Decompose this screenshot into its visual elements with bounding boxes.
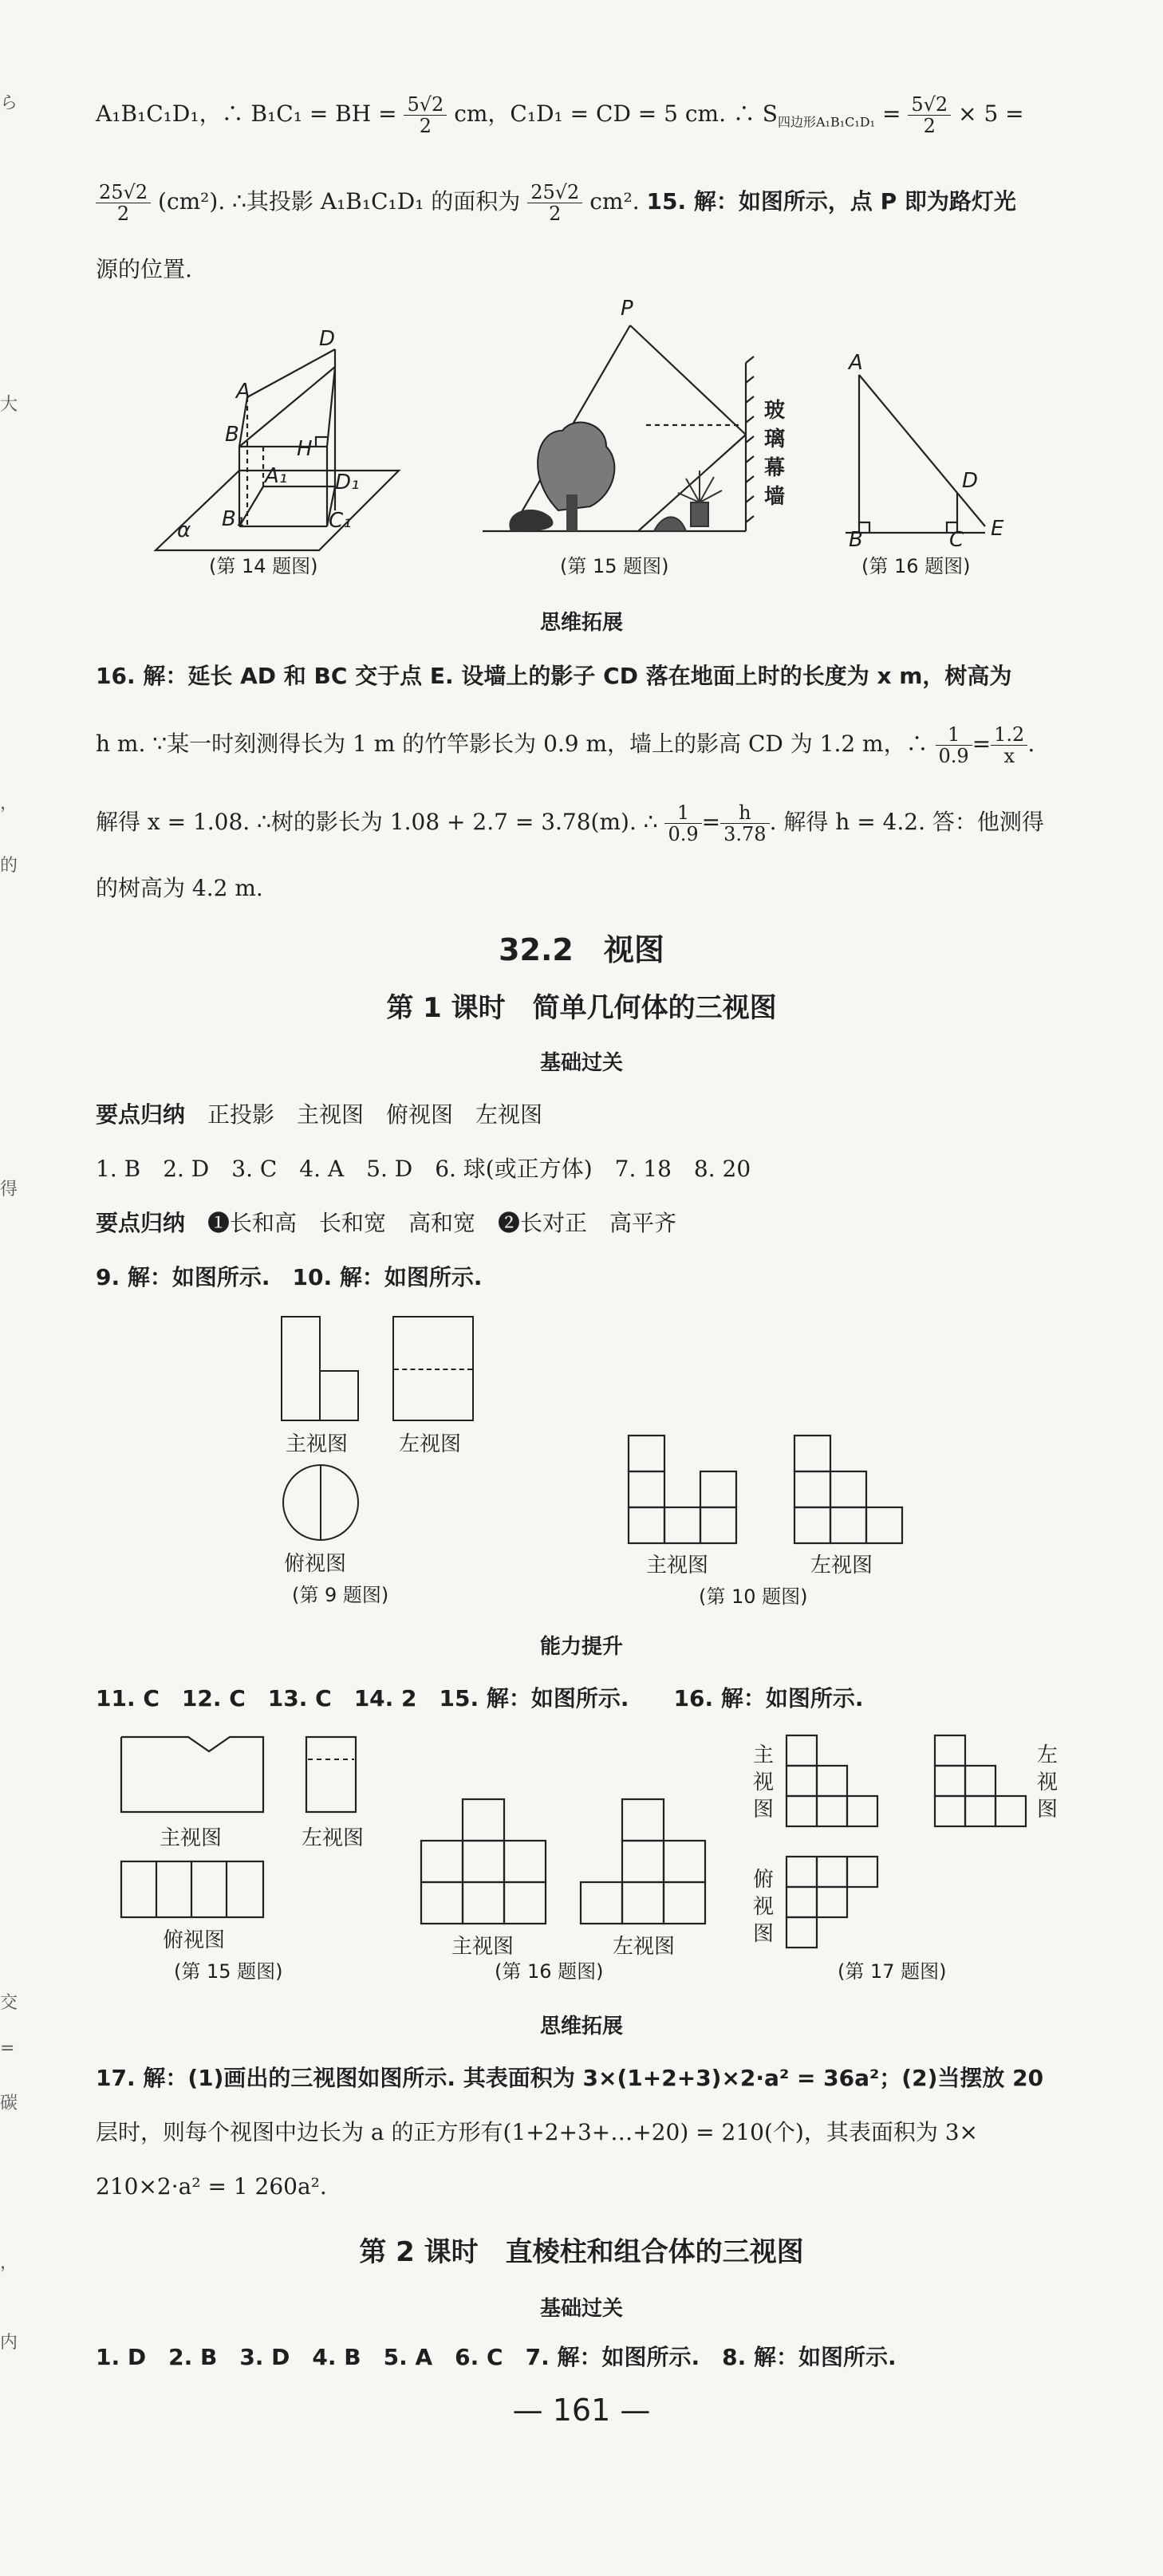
label-alpha: α xyxy=(177,518,191,542)
q16-line-3: 解得 x = 1.08. ∴树的影长为 1.08 + 2.7 = 3.78(m). ∴ $\frac{1}{0.9}$ = $\frac{h}{3.78}$ . 解得 h = 4.2. 答：他测得 xyxy=(96,802,1044,845)
section-heading: 思维拓展 xyxy=(539,2015,623,2038)
edge-mark: 的 xyxy=(0,856,18,876)
fraction: $\frac{25√2}{2}$ xyxy=(527,182,582,224)
answers-2: 11. C 12. C 13. C 14. 2 15. 解：如图所示. 16. 解：如图所示. xyxy=(96,1685,864,1711)
q9-q10: 9. 解：如图所示. 10. 解：如图所示. xyxy=(96,1264,483,1290)
edge-mark: ， xyxy=(0,794,18,813)
view-label: 左视图 xyxy=(302,1826,365,1850)
fraction: $\frac{5√2}{2}$ xyxy=(404,94,447,136)
view-label: 左视图 xyxy=(399,1432,462,1456)
section-heading: 基础过关 xyxy=(539,1051,623,1075)
text-line-2: $\frac{25√2}{2}$ (cm²). ∴其投影 A₁B₁C₁D₁ 的面积为 $\frac{25√2}{2}$ cm². 15. 解：如图所示，点 P 即为路灯光 xyxy=(96,182,1016,224)
fig14-caption: (第 14 题图) xyxy=(209,555,318,577)
label-E: E xyxy=(991,517,1004,541)
fig16b-caption: (第 16 题图) xyxy=(495,1960,604,1983)
label-D: D xyxy=(319,327,336,351)
label-A: A xyxy=(849,351,863,375)
view-label: 俯视图 xyxy=(163,1928,226,1952)
q17-line-1: 17. 解：(1)画出的三视图如图所示. 其表面积为 3×(1+2+3)×2·a² = 36a²；(2)当摆放 20 xyxy=(96,2065,1044,2091)
answers-1: 1. B 2. D 3. C 4. A 5. D 6. 球(或正方体) 7. 18 8. 20 xyxy=(96,1156,751,1182)
section-heading: 能力提升 xyxy=(539,1635,623,1659)
view-label: 图 xyxy=(1037,1798,1059,1822)
fraction: $\frac{25√2}{2}$ xyxy=(96,182,151,224)
view-label: 主视图 xyxy=(451,1935,514,1959)
label-A: A xyxy=(236,380,250,404)
key-points-2: 要点归纳 ❶长和高 长和宽 高和宽 ❷长对正 高平齐 xyxy=(96,1210,677,1236)
fig10-caption: (第 10 题图) xyxy=(699,1585,808,1608)
q16-line-4: 的树高为 4.2 m. xyxy=(96,875,263,901)
fig15b-caption: (第 15 题图) xyxy=(174,1960,283,1983)
label-B1: B₁ xyxy=(222,507,245,531)
label-A1: A₁ xyxy=(265,464,288,488)
label-H: H xyxy=(297,437,313,461)
section-heading: 基础过关 xyxy=(539,2297,623,2321)
fig17-caption: (第 17 题图) xyxy=(838,1960,947,1983)
q16-line-1: 16. 解：延长 AD 和 BC 交于点 E. 设墙上的影子 CD 落在地面上时的长度为 x m，树高为 xyxy=(96,663,1012,689)
view-label: 视 xyxy=(753,1895,775,1919)
edge-mark: 交 xyxy=(0,1993,18,2013)
label-B: B xyxy=(225,423,239,447)
section-title: 32.2 视图 xyxy=(499,932,664,967)
label-B: B xyxy=(849,528,863,552)
label-P: P xyxy=(621,297,633,321)
label-D: D xyxy=(962,469,979,493)
key-points-1: 要点归纳 正投影 主视图 俯视图 左视图 xyxy=(96,1101,543,1128)
view-label: 主 xyxy=(753,1743,775,1767)
fig16-caption: (第 16 题图) xyxy=(861,555,971,577)
view-label: 左视图 xyxy=(613,1935,676,1959)
view-label: 主视图 xyxy=(646,1554,709,1578)
edge-mark: = xyxy=(0,2038,15,2058)
edge-mark: 大 xyxy=(0,395,18,415)
view-label: 主视图 xyxy=(286,1432,349,1456)
fig9-caption: (第 9 题图) xyxy=(292,1584,389,1606)
view-label: 俯视图 xyxy=(284,1552,347,1576)
q17-line-2: 层时，则每个视图中边长为 a 的正方形有(1+2+3+…+20) = 210(个)，其表面积为 3× xyxy=(96,2119,978,2145)
view-label: 左 xyxy=(1037,1743,1059,1767)
q17-line-3: 210×2·a² = 1 260a². xyxy=(96,2173,327,2200)
section-heading: 思维拓展 xyxy=(539,611,623,635)
edge-mark: 碳 xyxy=(0,2093,18,2113)
wall-label: 墙 xyxy=(764,485,786,509)
wall-label: 璃 xyxy=(764,427,786,451)
lesson-title: 第 1 课时 简单几何体的三视图 xyxy=(386,992,777,1024)
wall-label: 幕 xyxy=(764,456,786,480)
label-C1: C₁ xyxy=(329,509,352,533)
view-label: 图 xyxy=(753,1922,775,1946)
q16-line-2: h m. ∵某一时刻测得长为 1 m 的竹竿影长为 0.9 m，墙上的影高 CD 为 1.2 m，∴ $\frac{1}{0.9}$ = $\frac{1.2}{x}$ . xyxy=(96,723,1035,767)
view-label: 视 xyxy=(1037,1771,1059,1794)
page-number: — 161 — xyxy=(512,2393,651,2428)
label-D1: D₁ xyxy=(335,471,360,494)
lesson-title: 第 2 课时 直棱柱和组合体的三视图 xyxy=(359,2236,804,2268)
answers-3: 1. D 2. B 3. D 4. B 5. A 6. C 7. 解：如图所示. 8. 解：如图所示. xyxy=(96,2344,897,2370)
text-line-3: 源的位置. xyxy=(96,256,192,282)
view-label: 视 xyxy=(753,1771,775,1794)
edge-mark: 内 xyxy=(0,2333,18,2353)
label-C: C xyxy=(949,528,964,552)
wall-label: 玻 xyxy=(764,399,786,423)
text-line-1: A₁B₁C₁D₁，∴ B₁C₁ = BH = $\frac{5√2}{2}$ cm，C₁D₁ = CD = 5 cm. ∴ $S_{四边形A_1B_1C_1D_1}$ = $\frac{5√2}{2}$ × 5 = xyxy=(96,93,1024,137)
fig15-caption: (第 15 题图) xyxy=(560,555,669,577)
edge-mark: ら xyxy=(0,93,18,113)
view-label: 左视图 xyxy=(810,1554,873,1578)
fraction: $\frac{5√2}{2}$ xyxy=(908,94,951,136)
edge-mark: 得 xyxy=(0,1180,18,1199)
view-label: 图 xyxy=(753,1798,775,1822)
view-label: 俯 xyxy=(753,1868,775,1892)
view-label: 主视图 xyxy=(160,1826,223,1850)
edge-mark: ， xyxy=(0,2253,18,2273)
